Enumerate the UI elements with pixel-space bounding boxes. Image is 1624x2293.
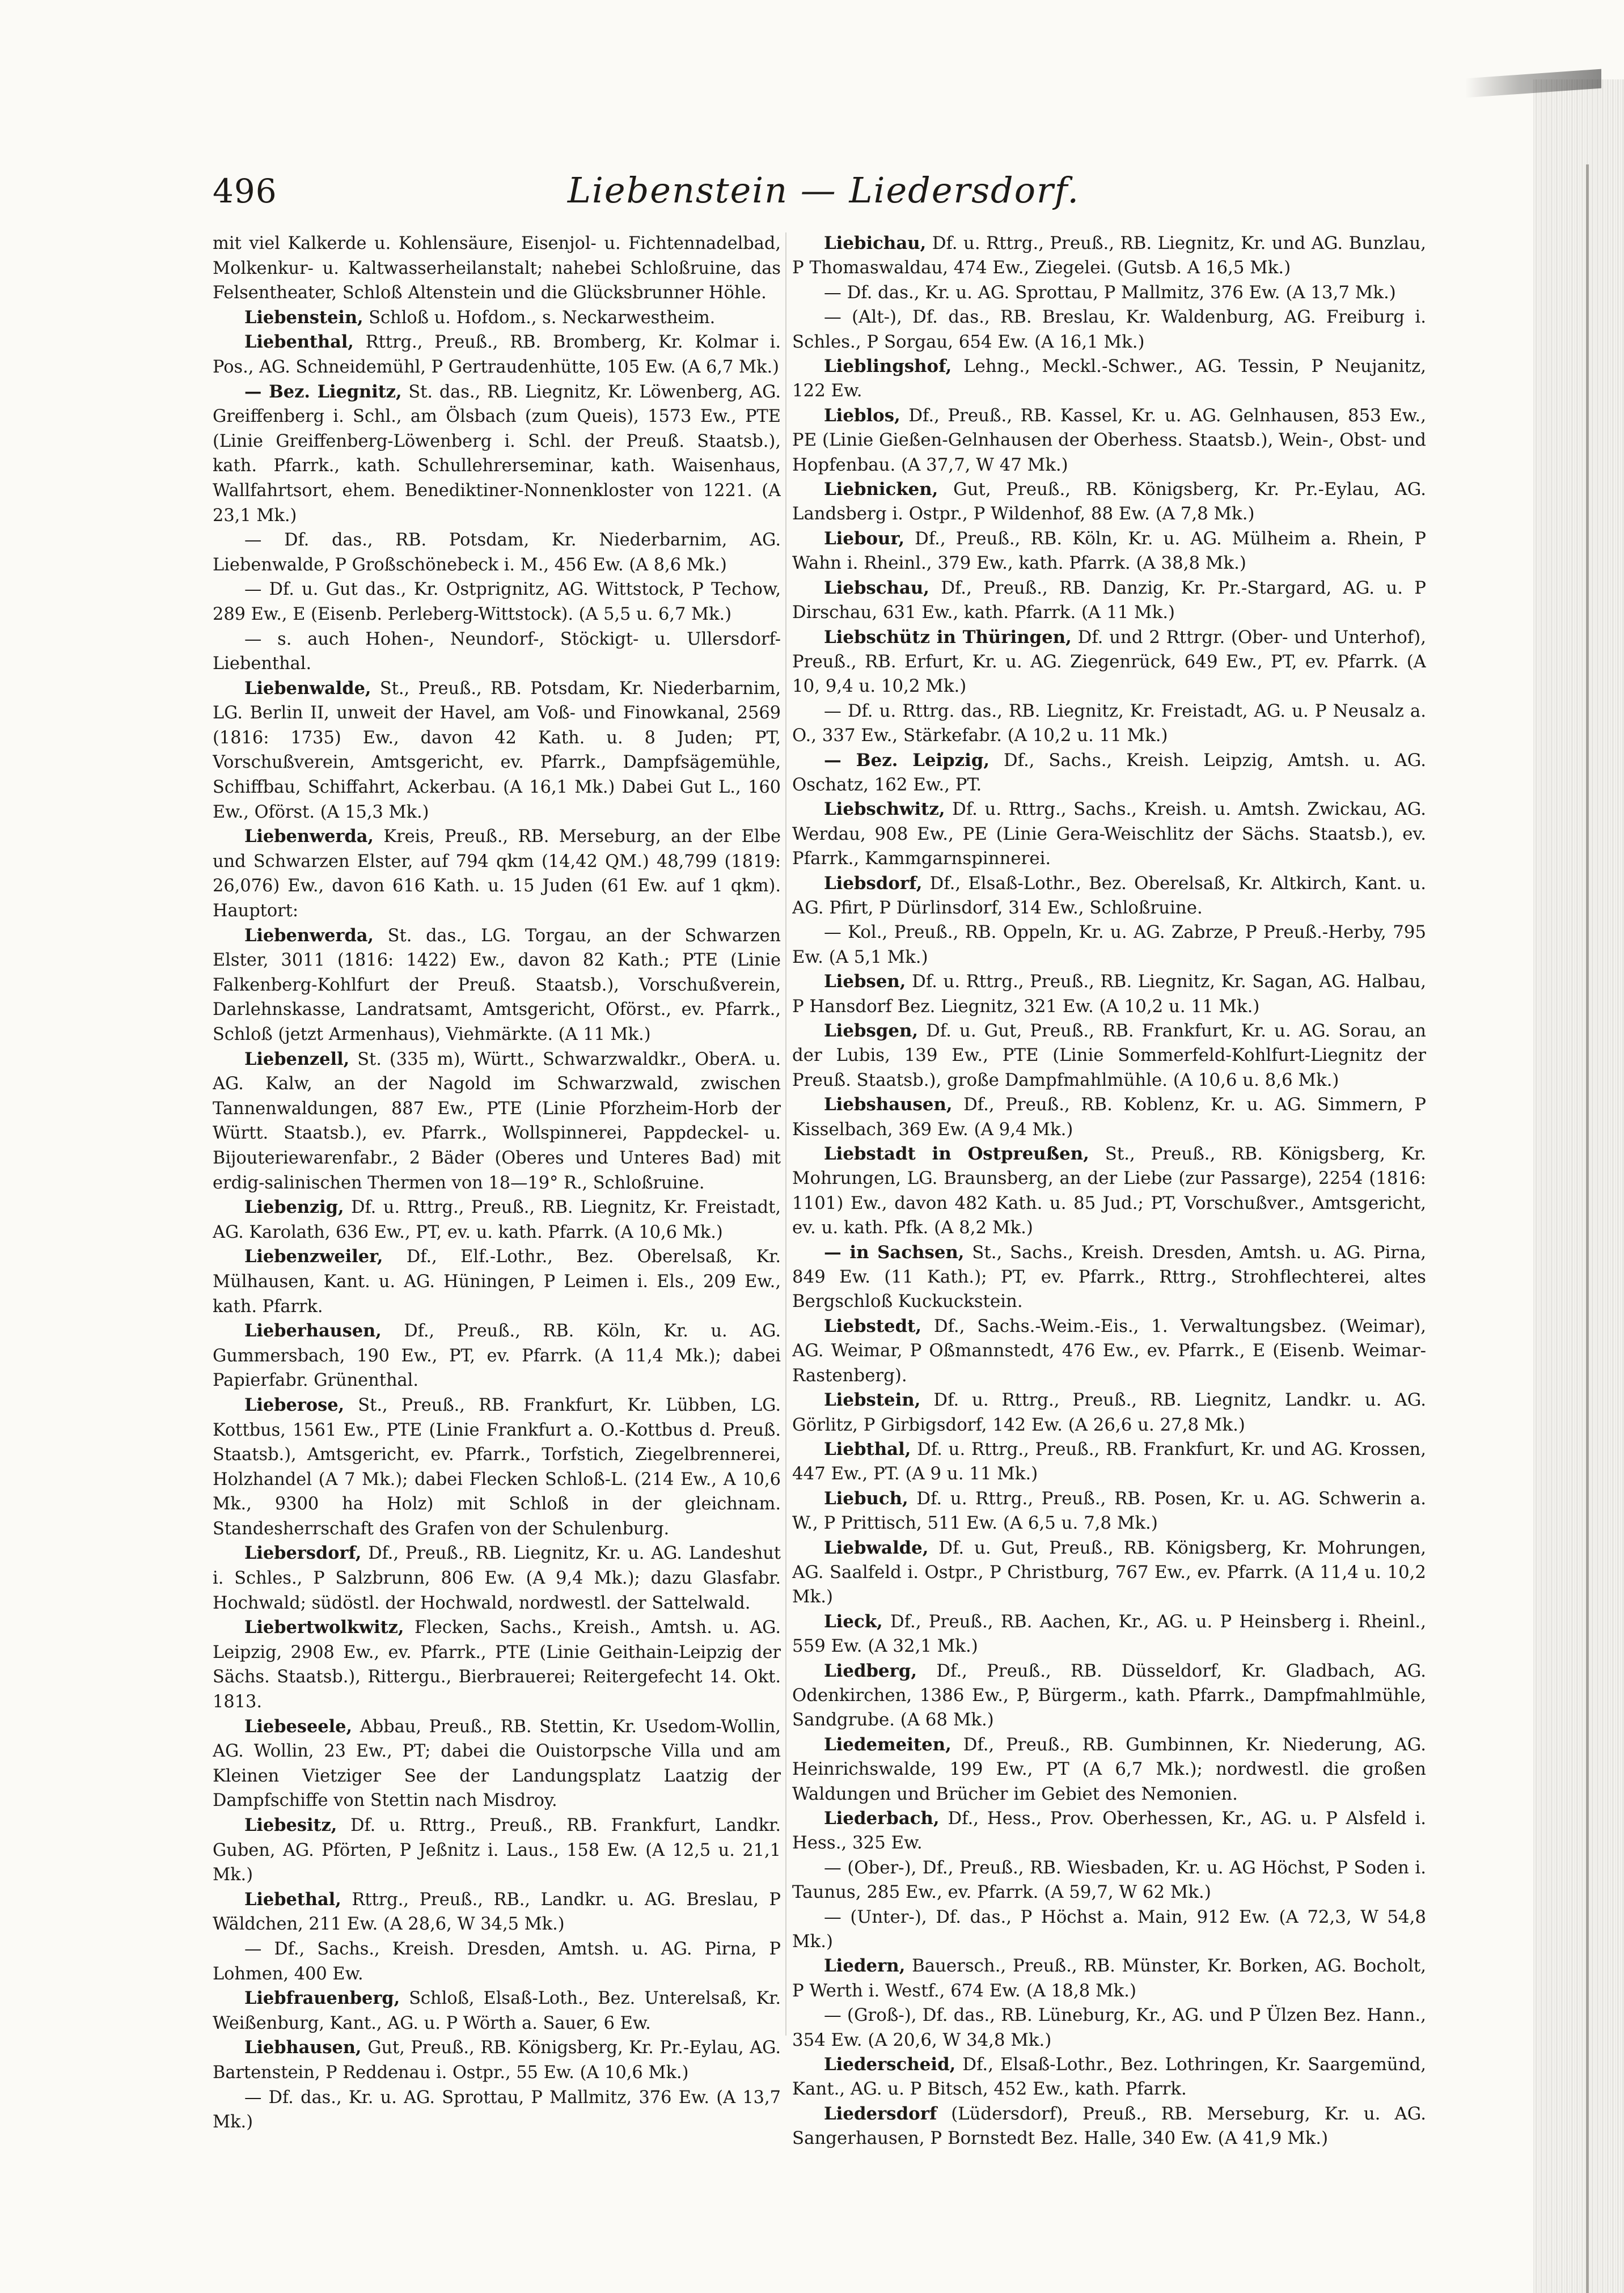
entry-headword: Liedberg, [824,1660,917,1681]
entry-text: Df. u. Rttrg., Preuß., RB. Liegnitz, Kr. Freistadt, AG. Karolath, 636 Ew., PT, ev. u. kath. Pfarrk. (A 10,6 Mk.) [213,1198,781,1242]
entry-text: Rttrg., Preuß., RB. Bromberg, Kr. Kolmar i. Pos., AG. Schneidemühl, P Gertraudenhütte, 105 Ew. (A 6,7 Mk.) [213,332,781,377]
entry [213,528,781,577]
entry [792,2003,1426,2053]
entry [792,1487,1426,1536]
entry-headword: Liebenzweiler, [244,1246,383,1267]
entry [792,1019,1426,1093]
entry-text: — Df. u. Gut das., Kr. Ostprignitz, AG. Wittstock, P Techow, 289 Ew., E (Eisenb. Perleberg-Wittstock). (A 5,5 u. 6,7 Mk.) [213,579,781,624]
entry [213,1541,781,1615]
entry-headword: Liebenwalde, [244,678,371,699]
entry-text: St. das., RB. Liegnitz, Kr. Löwenberg, AG. Greiffenberg i. Schl., am Ölsbach (zum Queis), 1573 Ew., PTE (Linie Greiffenberg-Löwenberg i. Schl. der Preuß. Staatsb.), kath. Pfarrk., kath. Schullehrerseminar, kath. Waisenhaus, Wallfahrtsort, ehem. Benediktiner-Nonnenkloster von 1221. (A 23,1 Mk.) [213,382,781,526]
entry-headword: Liebshausen, [824,1094,953,1115]
entry-headword: Liebenwerda, [244,925,374,946]
entry-headword: Lieblingshof, [824,356,952,377]
entry-headword: Liebnicken, [824,479,938,500]
entry [792,1733,1426,1807]
entry-text: — Df. u. Rttrg. das., RB. Liegnitz, Kr. Freistadt, AG. u. P Neusalz a. O., 337 Ew., Stärkefabr. (A 10,2 u. 11 Mk.) [792,700,1426,746]
entry [213,306,781,331]
entry-text: Df. u. Rttrg., Preuß., RB. Posen, Kr. u. AG. Schwerin a. W., P Prittisch, 511 Ew. (A 6,5 u. 7,8 Mk.) [792,1488,1426,1534]
entry [213,2085,781,2135]
entry-headword: Liebichau, [824,233,927,253]
entry-headword: Liebenzig, [244,1197,344,1218]
entry-headword: Liebsdorf, [824,873,923,894]
entry-text: mit viel Kalkerde u. Kohlensäure, Eisenjol- u. Fichtennadelbad, Molkenkur- u. Kaltwasserheilanstalt; nahebei Schloßruine, das Felsentheater, Schloß Altenstein und die Glücksbrunner Höhle. [213,234,781,303]
entry-text: St., Preuß., RB. Königsberg, Kr. Mohrungen, LG. Braunsberg, an der Liebe (zur Passarge), 2254 (1816: 1101) Ew., davon 482 Kath. u. 85 Jud.; PT, Vorschußver., Amtsgericht, ev. u. kath. Pfk. (A 8,2 Mk.) [792,1144,1426,1238]
entry-text: Df., Preuß., RB. Liegnitz, Kr. u. AG. Landeshut i. Schles., P Salzbrunn, 806 Ew. (A 9,4 Mk.); dazu Glasfabr. Hochwald; südöstl. der Hochwald, nordwestl. der Sattelwald. [213,1543,781,1613]
entry [213,1615,781,1714]
entry [213,1245,781,1319]
entry [792,354,1426,404]
entry-text: Df. u. Gut, Preuß., RB. Frankfurt, Kr. u. AG. Sorau, an der Lubis, 139 Ew., PTE (Linie Sommerfeld-Kohlfurt-Liegnitz der Preuß. Staatsb.), große Dampfmahlmühle. (A 10,6 u. 8,6 Mk.) [792,1021,1426,1090]
entry-headword: Liebenzell, [244,1048,350,1069]
entry [792,1536,1426,1610]
entry [792,1241,1426,1314]
entry-text: Df., Preuß., RB. Aachen, Kr., AG. u. P Heinsberg i. Rheinl., 559 Ew. (A 32,1 Mk.) [792,1611,1426,1657]
entry [213,2036,781,2085]
entry-text: Df. und 2 Rttrgr. (Ober- und Unterhof), Preuß., RB. Erfurt, Kr. u. AG. Ziegenrück, 649 Ew., PT, ev. Pfarrk. (A 10, 9,4 u. 10,2 Mk.) [792,627,1426,697]
entry [213,380,781,528]
entry-text: Df., Preuß., RB. Danzig, Kr. Pr.-Stargard, AG. u. P Dirschau, 631 Ew., kath. Pfarrk. (A 11 Mk.) [792,577,1426,623]
entry-text: Df., Hess., Prov. Oberhessen, Kr., AG. u. P Alsfeld i. Hess., 325 Ew. [792,1808,1426,1854]
entry [213,1813,781,1888]
entry-headword: Liebthal, [824,1439,911,1459]
entry-headword: Liebertwolkwitz, [244,1617,404,1638]
entry-text: Df. u. Rttrg., Preuß., RB. Liegnitz, Kr. Sagan, AG. Halbau, P Hansdorf Bez. Liegnitz, 321 Ew. (A 10,2 u. 11 Mk.) [792,971,1426,1017]
entry-text: Df., Preuß., RB. Kassel, Kr. u. AG. Gelnhausen, 853 Ew., PE (Linie Gießen-Gelnhausen der Oberhess. Staatsb.), Wein-, Obst- und Hopfenbau. (A 37,7, W 47 Mk.) [792,405,1426,475]
entry-text: Df., Preuß., RB. Düsseldorf, Kr. Gladbach, AG. Odenkirchen, 1386 Ew., P, Bürgerm., kath. Pfarrk., Dampfmahlmühle, Sandgrube. (A 68 Mk.) [792,1660,1426,1731]
entry-text: Df., Elf.-Lothr., Bez. Oberelsaß, Kr. Mülhausen, Kant. u. AG. Hüningen, P Leimen i. Els., 209 Ew., kath. Pfarrk. [213,1247,781,1317]
entry-headword: Liebfrauenberg, [244,1988,400,2009]
entry-text: — Df. das., Kr. u. AG. Sprottau, P Mallmitz, 376 Ew. (A 13,7 Mk.) [213,2087,781,2133]
entry [792,1954,1426,2003]
entry-text: Df. u. Rttrg., Sachs., Kreish. u. Amtsh. Zwickau, AG. Werdau, 908 Ew., PE (Linie Gera-Weischlitz der Sächs. Staatsb.), ev. Pfarrk., Kammgarnspinnerei. [792,799,1426,869]
entry [213,676,781,825]
entry-text: (Lüdersdorf), Preuß., RB. Merseburg, Kr. u. AG. Sangerhausen, P Bornstedt Bez. Halle, 340 Ew. (A 41,9 Mk.) [792,2103,1426,2149]
entry [213,924,781,1047]
entry [213,1319,781,1393]
entry-headword: Liebschütz in Thüringen, [824,627,1072,648]
entry-headword: Lieck, [824,1611,883,1632]
entry [213,1937,781,1986]
entry-text: St., Preuß., RB. Frankfurt, Kr. Lübben, LG. Kottbus, 1561 Ew., PTE (Linie Frankfurt a. O.-Kottbus d. Preuß. Staatsb.), Amtsgericht, ev. Pfarrk., Torfstich, Ziegelbrennerei, Holzhandel (A 7 Mk.); dabei Flecken Schloß-L. (214 Ew., A 10,6 Mk., 9300 ha Holz) mit Schloß in der gleichnam. Standesherrschaft des Grafen von der Schulenburg. [213,1395,781,1539]
entry-text: Bauersch., Preuß., RB. Münster, Kr. Borken, AG. Bocholt, P Werth i. Westf., 674 Ew. (A 18,8 Mk.) [792,1956,1426,2001]
entry-text: Df. u. Rttrg., Preuß., RB. Frankfurt, Kr. und AG. Krossen, 447 Ew., PT. (A 9 u. 11 Mk.) [792,1439,1426,1484]
entry-headword: Liebuch, [824,1488,908,1509]
entry-text: Df., Preuß., RB. Koblenz, Kr. u. AG. Simmern, P Kisselbach, 369 Ew. (A 9,4 Mk.) [792,1094,1426,1140]
entry-text: Kreis, Preuß., RB. Merseburg, an der Elbe und Schwarzen Elster, auf 794 qkm (14,42 QM.) 48,799 (1819: 26,076) Ew., davon 616 Kath. u. 15 Juden (61 Ew. auf 1 qkm). Hauptort: [213,827,781,921]
entry-text: Df., Sachs.-Weim.-Eis., 1. Verwaltungsbez. (Weimar), AG. Weimar, P Oßmannstedt, 476 Ew., ev. Pfarrk., E (Eisenb. Weimar-Rastenberg). [792,1315,1426,1386]
entry [213,1888,781,1937]
page-edge-scan-noise [1533,79,1624,2293]
entry-text: Df. u. Rttrg., Preuß., RB. Liegnitz, Kr. und AG. Bunzlau, P Thomaswaldau, 474 Ew., Ziegelei. (Gutsb. A 16,5 Mk.) [792,233,1426,278]
entry [792,1437,1426,1487]
entry [792,797,1426,871]
entry-headword: Liebwalde, [824,1537,929,1558]
entry [792,1388,1426,1437]
entry [792,231,1426,281]
entry-text: St., Preuß., RB. Potsdam, Kr. Niederbarnim, LG. Berlin II, unweit der Havel, am Voß- und Finowkanal, 2569 (1816: 1735) Ew., davon 42 Kath. u. 8 Juden; PT, Vorschußverein, Amtsgericht, ev. Pfarrk., Dampfsägemühle, Schiffbau, Schiffahrt, Ackerbau. (A 16,1 Mk.) Dabei Gut L., 160 Ew., Oförst. (A 15,3 Mk.) [213,678,781,822]
entry [213,330,781,379]
entry [792,527,1426,576]
entry [792,625,1426,699]
entry-headword: Liedern, [824,1956,906,1977]
entry-text: Rttrg., Preuß., RB., Landkr. u. AG. Breslau, P Wäldchen, 211 Ew. (A 28,6, W 34,5 Mk.) [213,1889,781,1935]
entry-text: Df. u. Rttrg., Preuß., RB. Frankfurt, Landkr. Guben, AG. Pförten, P Jeßnitz i. Laus., 158 Ew. (A 12,5 u. 21,1 Mk.) [213,1816,781,1885]
entry-headword: Liebenstein, [244,307,363,328]
entry-headword: Liebsgen, [824,1021,919,1041]
entry [792,1314,1426,1388]
entry-headword: Liebersdorf, [244,1543,362,1564]
entry-headword: Lieberose, [244,1394,345,1415]
entry [792,699,1426,748]
entry-headword: — Bez. Leipzig, [824,750,990,771]
entry [792,2102,1426,2151]
entry-text: — s. auch Hohen-, Neundorf-, Stöckigt- u. Ullersdorf-Liebenthal. [213,629,781,674]
entry-text: St. das., LG. Torgau, an der Schwarzen Elster, 3011 (1816: 1422) Ew., davon 82 Kath.; PTE (Linie Falkenberg-Kohlfurt der Preuß. Staatsb.), Vorschußverein, Darlehnskasse, Landratsamt, Amtsgericht, Oförst., ev. Pfarrk., Schloß (jetzt Armenhaus), Viehmärkte. (A 11 Mk.) [213,925,781,1044]
entry-headword: Liebesitz, [244,1815,337,1835]
entry-headword: Lieberhausen, [244,1321,382,1342]
entry [213,1715,781,1813]
entry-headword: — in Sachsen, [824,1242,965,1263]
entry [792,404,1426,477]
entry-text: Df., Elsaß-Lothr., Bez. Oberelsaß, Kr. Altkirch, Kant. u. AG. Pfirt, P Dürlinsdorf, 314 Ew., Schloßruine. [792,873,1426,918]
entry-text: — Df. das., RB. Potsdam, Kr. Niederbarnim, AG. Liebenwalde, P Großschönebeck i. M., 456 Ew. (A 8,6 Mk.) [213,530,781,575]
entry-text: Df., Preuß., RB. Gumbinnen, Kr. Niederung, AG. Heinrichswalde, 199 Ew., PT (A 6,7 Mk.); nordwestl. die großen Waldungen und Brücher im Gebiet des Nemonien. [792,1734,1426,1804]
entry [792,305,1426,354]
entry-headword: Liebstadt in Ostpreußen, [824,1144,1089,1165]
entry-text: Flecken, Sachs., Kreish., Amtsh. u. AG. Leipzig, 2908 Ew., ev. Pfarrk., PTE (Linie Geithain-Leipzig der Sächs. Staatsb.), Rittergu., Bierbrauerei; Reitergefecht 14. Okt. 1813. [213,1618,781,1712]
entry-headword: Liebhausen, [244,2037,362,2058]
entry-headword: Liebstein, [824,1390,921,1411]
entry-text: Df., Preuß., RB. Köln, Kr. u. AG. Gummersbach, 190 Ew., PT, ev. Pfarrk. (A 11,4 Mk.); dabei Papierfabr. Grünenthal. [213,1321,781,1391]
entry-headword: Liebschau, [824,577,930,598]
entry [213,1986,781,2036]
entry [213,627,781,676]
entry-text: Gut, Preuß., RB. Königsberg, Kr. Pr.-Eylau, AG. Bartenstein, P Reddenau i. Ostpr., 55 Ew. (A 10,6 Mk.) [213,2038,781,2083]
entry-text: — (Ober-), Df., Preuß., RB. Wiesbaden, Kr. u. AG Höchst, P Soden i. Taunus, 285 Ew., ev. Pfarrk. (A 59,7, W 62 Mk.) [792,1857,1426,1903]
page-header [213,167,1435,224]
entry-text: Df., Preuß., RB. Köln, Kr. u. AG. Mülheim a. Rhein, P Wahn i. Rheinl., 379 Ew., kath. Pfarrk. (A 38,8 Mk.) [792,528,1426,574]
entry [792,748,1426,798]
entry-headword: Liebethal, [244,1889,341,1910]
left-column [213,231,781,2250]
entry-text: Df. u. Rttrg., Preuß., RB. Liegnitz, Landkr. u. AG. Görlitz, P Girbigsdorf, 142 Ew. (A 26,6 u. 27,8 Mk.) [792,1390,1426,1435]
right-column [792,231,1426,2250]
entry-headword: Liebour, [824,528,905,549]
entry-text: St., Sachs., Kreish. Dresden, Amtsh. u. AG. Pirna, 849 Ew. (11 Kath.); PT, ev. Pfarrk., Rttrg., Strohflechterei, altes Bergschloß Kuckuckstein. [792,1242,1426,1312]
entry-text: Df., Elsaß-Lothr., Bez. Lothringen, Kr. Saargemünd, Kant., AG. u. P Bitsch, 452 Ew., kath. Pfarrk. [792,2054,1426,2100]
entry [792,1807,1426,1856]
entry-headword: Lieblos, [824,405,900,426]
entry [792,576,1426,625]
entry-headword: Liederbach, [824,1808,940,1829]
entry [792,871,1426,921]
entry-text: — Df., Sachs., Kreish. Dresden, Amtsh. u. AG. Pirna, P Lohmen, 400 Ew. [213,1939,781,1984]
entry [213,1393,781,1542]
entry-text: Abbau, Preuß., RB. Stettin, Kr. Usedom-Wollin, AG. Wollin, 23 Ew., PT; dabei die Ouistorpsche Villa und am Kleinen Vietziger See der Landungsplatz Laatzig der Dampfschiffe von Stettin nach Misdroy. [213,1716,781,1811]
entry [792,1093,1426,1142]
entry [792,281,1426,305]
entry-headword: Liedemeiten, [824,1734,951,1755]
page-number: 496 [213,172,277,210]
entry-headword: Liebenthal, [244,332,354,353]
entry [792,2053,1426,2102]
entry-text: Lehng., Meckl.-Schwer., AG. Tessin, P Neujanitz, 122 Ew. [792,356,1426,401]
entry-text: Df. u. Gut, Preuß., RB. Königsberg, Kr. Mohrungen, AG. Saalfeld i. Ostpr., P Christburg, 767 Ew., ev. Pfarrk. (A 11,4 u. 10,2 Mk.) [792,1537,1426,1607]
entry-headword: — Bez. Liegnitz, [244,381,402,402]
entry-text: — (Alt-), Df. das., RB. Breslau, Kr. Waldenburg, AG. Freiburg i. Schles., P Sorgau, 654 Ew. (A 16,1 Mk.) [792,307,1426,352]
running-head: Liebenstein — Liedersdorf. [567,170,1080,211]
entry [792,970,1426,1019]
entry-text: St. (335 m), Württ., Schwarzwaldkr., OberA. u. AG. Kalw, an der Nagold im Schwarzwald, zwischen Tannenwaldungen, 887 Ew., PTE (Linie Pforzheim-Horb der Württ. Staatsb.), ev. Pfarrk., Wollspinnerei, Pappdeckel- u. Bijouteriewarenfabr., 2 Bäder (Oberes und Unteres Bad) mit erdig-salinischen Thermen von 18—19° R., Schloßruine. [213,1049,781,1193]
entry [792,920,1426,970]
entry-headword: Liebstedt, [824,1315,922,1336]
entry-text: Df., Sachs., Kreish. Leipzig, Amtsh. u. AG. Oschatz, 162 Ew., PT. [792,750,1426,795]
entry-text: Schloß u. Hofdom., s. Neckarwestheim. [363,307,716,328]
entry-headword: Liedersdorf [824,2103,937,2124]
entry [792,1905,1426,1954]
entry [213,577,781,627]
column-divider [785,232,786,2036]
entry [213,231,781,306]
entry-headword: Liebsen, [824,971,906,992]
entry [213,1195,781,1245]
page-edge-line [1586,164,1589,2293]
entry [792,477,1426,527]
entry-text: — Df. das., Kr. u. AG. Sprottau, P Mallmitz, 376 Ew. (A 13,7 Mk.) [824,282,1396,303]
entry-text: Gut, Preuß., RB. Königsberg, Kr. Pr.-Eylau, AG. Landsberg i. Ostpr., P Wildenhof, 88 Ew. (A 7,8 Mk.) [792,479,1426,524]
entry-text: — Kol., Preuß., RB. Oppeln, Kr. u. AG. Zabrze, P Preuß.-Herby, 795 Ew. (A 5,1 Mk.) [792,922,1426,967]
entry [792,1610,1426,1659]
entry-headword: Liebeseele, [244,1716,353,1737]
entry-headword: Liederscheid, [824,2054,956,2075]
entry [213,1047,781,1196]
entry-text: Schloß, Elsaß-Loth., Bez. Unterelsaß, Kr. Weißenburg, Kant., AG. u. P Wörth a. Sauer, 6 Ew. [213,1989,781,2033]
entry-headword: Liebschwitz, [824,799,945,820]
entry-headword: Liebenwerda, [244,826,374,847]
entry [792,1142,1426,1241]
entry [792,1659,1426,1733]
entry [213,824,781,923]
entry [792,1856,1426,1905]
entry-text: — (Groß-), Df. das., RB. Lüneburg, Kr., AG. und P Ülzen Bez. Hann., 354 Ew. (A 20,6, W 34,8 Mk.) [792,2005,1426,2050]
entry-text: — (Unter-), Df. das., P Höchst a. Main, 912 Ew. (A 72,3, W 54,8 Mk.) [792,1906,1426,1952]
